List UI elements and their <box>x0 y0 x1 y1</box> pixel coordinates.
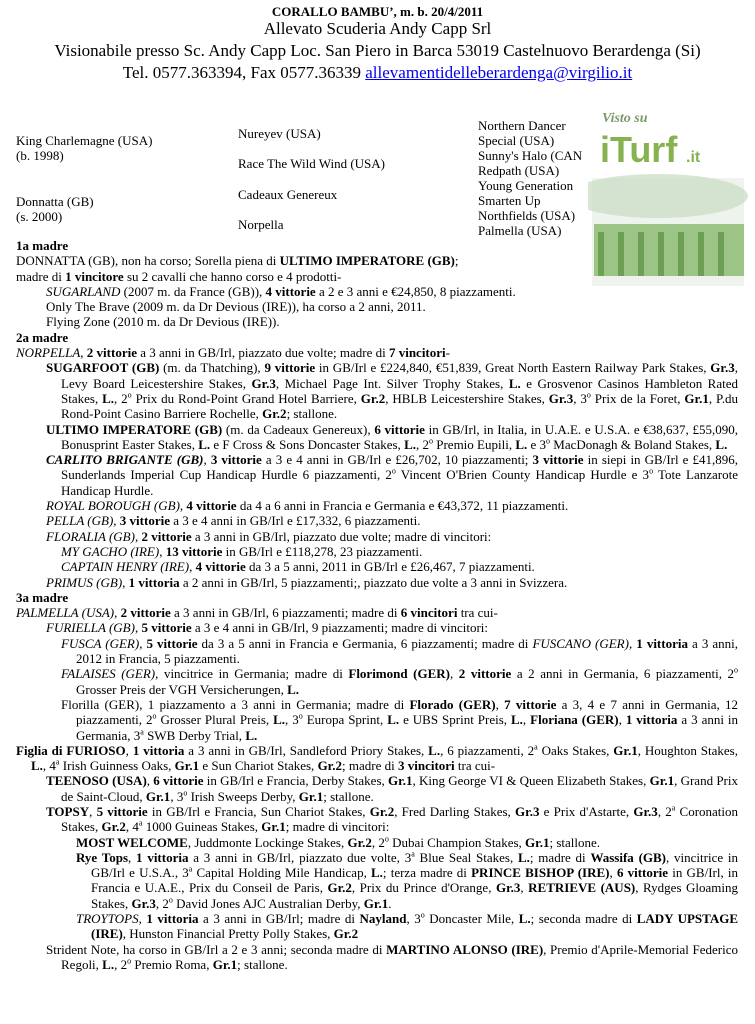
pedigree-line: CAPTAIN HENRY (IRE), 4 vittorie da 3 a 5 anni, 2011 in GB/Irl e £26,467, 7 piazzamenti. <box>61 559 535 575</box>
pedigree-line: ULTIMO IMPERATORE (GB) (m. da Cadeaux Genereux), 6 vittorie in GB/Irl, in Italia, in U.A.E. e U.S.A. e €38,637, £55,090, Bonusprint Easter Stakes, L. e F Cross & Sons Doncaster Stakes, L., 2$^o$ Premio Eupili, L. e 3$^o$ MacDonagh & Boland Stakes, L. <box>46 421 739 452</box>
contact-line <box>0 63 755 83</box>
horse-title: CORALLO BAMBU’, m. b. 20/4/2011 <box>271 4 484 19</box>
ancestor-4: Redpath (USA) <box>478 163 560 178</box>
pedigree-line: TEENOSO (USA), 6 vittorie in GB/Irl e Francia, Derby Stakes, Gr.1, King George VI & Queen Elizabeth Stakes, Gr.1, Grand Prix de Saint-Cloud, Gr.1, 3$^o$ Irish Sweeps Derby, Gr.1; stallone. <box>46 773 739 804</box>
pedigree-line: ROYAL BOROUGH (GB), 4 vittorie da 4 a 6 anni in Francia e Germania e €43,372, 11 piazzamenti. <box>46 498 569 514</box>
email-link[interactable]: allevamentidelleberardenga@virgilio.it <box>365 63 633 82</box>
logo-text-iturf: iTurf <box>600 129 678 170</box>
sire-name: King Charlemagne (USA) <box>16 133 153 148</box>
logo-text-it: .it <box>686 149 701 166</box>
pedigree-line: FURIELLA (GB), 5 vittorie a 3 e 4 anni in GB/Irl, 9 piazzamenti; madre di vincitori: <box>46 620 489 636</box>
ancestor-7: Northfields (USA) <box>478 208 576 223</box>
ancestor-6: Smarten Up <box>478 193 541 208</box>
breeder-line: Allevato Scuderia Andy Capp Srl <box>263 19 492 38</box>
ancestor-1: Northern Dancer <box>478 118 566 133</box>
ancestor-3: Sunny's Halo (CAN <box>478 148 583 163</box>
sire-year: (b. 1998) <box>16 148 64 163</box>
logo-text-visto: Visto su <box>602 111 648 126</box>
pedigree-line: FLORALIA (GB), 2 vittorie a 3 anni in GB/Irl, piazzato due volte; madre di vincitori: <box>46 528 492 544</box>
ancestor-2: Special (USA) <box>478 133 555 148</box>
granddam-paternal: Race The Wild Wind (USA) <box>238 156 385 171</box>
grandsire-paternal: Nureyev (USA) <box>238 126 321 141</box>
pedigree-line: 3a madre <box>16 589 69 605</box>
pedigree-line: TOPSY, 5 vittorie in GB/Irl e Francia, Sun Chariot Stakes, Gr.2, Fred Darling Stakes, Gr.3 e Prix d'Astarte, Gr.3, 2$^a$ Coronation Stakes, Gr.2, 4$^a$ 1000 Guineas Stakes, Gr.1; madre di vincitori: <box>46 803 739 835</box>
granddam-maternal: Norpella <box>238 217 284 232</box>
pedigree-line: PALMELLA (USA), 2 vittorie a 3 anni in GB/Irl, 6 piazzamenti; madre di 6 vincitori tra cui- <box>16 605 498 621</box>
pedigree-line: Florilla (GER), 1 piazzamento a 3 anni in Germania; madre di Florado (GER), 7 vittorie a 3, 4 e 7 anni in Germania, 12 piazzamenti, 2$^o$ Grosser Plural Preis, L., 3$^o$ Europa Sprint, L. e UBS Sprint Preis, L., Floriana (GER), 1 vittoria a 3 anni in Germania, 3$^a$ SWB Derby Trial, L. <box>61 696 739 743</box>
pedigree-line: MOST WELCOME, Juddmonte Lockinge Stakes, Gr.2, 2$^o$ Dubai Champion Stakes, Gr.1; stallone. <box>76 834 601 850</box>
pedigree-line: SUGARLAND (2007 m. da France (GB)), 4 vittorie a 2 e 3 anni e €24,850, 8 piazzamenti. <box>46 283 516 299</box>
pedigree-line: Only The Brave (2009 m. da Dr Devious (IRE)), ha corso a 2 anni, 2011. <box>46 299 426 315</box>
pedigree-line: FUSCA (GER), 5 vittorie da 3 a 5 anni in Francia e Germania, 6 piazzamenti; madre di FUSCANO (GER), 1 vittoria a 3 anni, 2012 in Francia, 5 piazzamenti. <box>61 635 739 667</box>
ancestor-8: Palmella (USA) <box>478 223 562 238</box>
pedigree-line: 1a madre <box>16 238 69 253</box>
ancestor-5: Young Generation <box>478 178 574 193</box>
pedigree-line: madre di 1 vincitore su 2 cavalli che hanno corso e 4 prodotti- <box>16 268 342 284</box>
pedigree-line: 2a madre <box>16 329 69 345</box>
grandsire-maternal: Cadeaux Genereux <box>238 187 338 202</box>
pedigree-line: FALAISES (GER), vincitrice in Germania; madre di Florimond (GER), 2 vittorie a 2 anni in Germania, 6 piazzamenti, 2$^o$ Grosser Preis der VGH Versicherungen, L. <box>61 665 739 697</box>
dam-name: Donnatta (GB) <box>16 194 94 209</box>
pedigree-line: Strident Note, ha corso in GB/Irl a 2 e 3 anni; seconda madre di MARTINO ALONSO (IRE), Premio d'Aprile-Memorial Federico Regoli, L., 2$^o$ Premio Roma, Gr.1; stallone. <box>46 941 738 972</box>
pedigree-notes <box>16 238 738 972</box>
pedigree-line: Rye Tops, 1 vittoria a 3 anni in GB/Irl, piazzato due volte, 3$^a$ Blue Seal Stakes, L.; madre di Wassifa (GB), vincitrice in GB/Irl e U.S.A., 3$^a$ Capital Holding Mile Handicap, L.; terza madre di PRINCE BISHOP (IRE), 6 vittorie in GB/Irl, in Francia e U.A.E., Prix du Conseil de Paris, Gr.2, Prix du Prince d'Orange, Gr.3, RETRIEVE (AUS), Rydges Gloaming Stakes, Gr.3, 2$^o$ David Jones AJC Australian Derby, Gr.1. <box>76 849 739 911</box>
pedigree-line: PRIMUS (GB), 1 vittoria a 2 anni in GB/Irl, 5 piazzamenti;, piazzato due volte a 3 anni in Svizzera. <box>46 574 568 590</box>
pedigree-line: SUGARFOOT (GB) (m. da Thatching), 9 vittorie in GB/Irl e £224,840, €51,839, Great North Eastern Railway Park Stakes, Gr.3, Levy Board Leicestershire Stakes, Gr.3, Michael Page Int. Silver Trophy Stakes, L. e Grosvenor Casinos Hambleton Rated Stakes, L., 2$^o$ Prix du Rond-Point Grand Hotel Barriere, Gr.2, HBLB Leicestershire Stakes, Gr.3, 3$^o$ Prix de la Foret, Gr.1, P.du Rond-Point Casino Barriere Rochelle, Gr.2; stallone. <box>46 360 739 422</box>
phone-fax: Tel. 0577.363394, Fax 0577.36339 <box>122 63 366 82</box>
pedigree-line: MY GACHO (IRE), 13 vittorie in GB/Irl e £118,278, 23 piazzamenti. <box>61 543 423 559</box>
pedigree-line: CARLITO BRIGANTE (GB), 3 vittorie a 3 e 4 anni in GB/Irl e £26,702, 10 piazzamenti; 3 vittorie in siepi in GB/Irl e £41,896, Sunderlands Imperial Cup Handicap Hurdle 6 piazzamenti, 2$^o$ Vincent O'Brien County Handicap Hurdle e 3$^o$ Tote Lanzarote Handicap Hurdle. <box>46 452 739 498</box>
pedigree-line: Figlia di FURIOSO, 1 vittoria a 3 anni in GB/Irl, Sandleford Priory Stakes, L., 6 piazzamenti, 2$^a$ Oaks Stakes, Gr.1, Houghton Stakes, L., 4$^a$ Irish Guinness Oaks, Gr.1 e Sun Chariot Stakes, Gr.2; madre di 3 vincitori tra cui- <box>16 742 738 774</box>
pedigree-line: Flying Zone (2010 m. da Dr Devious (IRE)). <box>46 314 280 330</box>
dam-year: (s. 2000) <box>16 209 63 224</box>
pedigree-line: TROYTOPS, 1 vittoria a 3 anni in GB/Irl; madre di Nayland, 3$^o$ Doncaster Mile, L.; seconda madre di LADY UPSTAGE (IRE), Hunston Financial Pretty Polly Stakes, Gr.2 <box>76 910 739 942</box>
location-line: Visionabile presso Sc. Andy Capp Loc. San Piero in Barca 53019 Castelnuovo Berardenga (Si) <box>54 41 701 60</box>
pedigree-line: NORPELLA, 2 vittorie a 3 anni in GB/Irl, piazzato due volte; madre di 7 vincitori- <box>16 345 450 361</box>
pedigree-line: PELLA (GB), 3 vittorie a 3 e 4 anni in GB/Irl e £17,332, 6 piazzamenti. <box>46 513 421 529</box>
pedigree-line: DONNATTA (GB), non ha corso; Sorella piena di ULTIMO IMPERATORE (GB); <box>16 253 459 269</box>
